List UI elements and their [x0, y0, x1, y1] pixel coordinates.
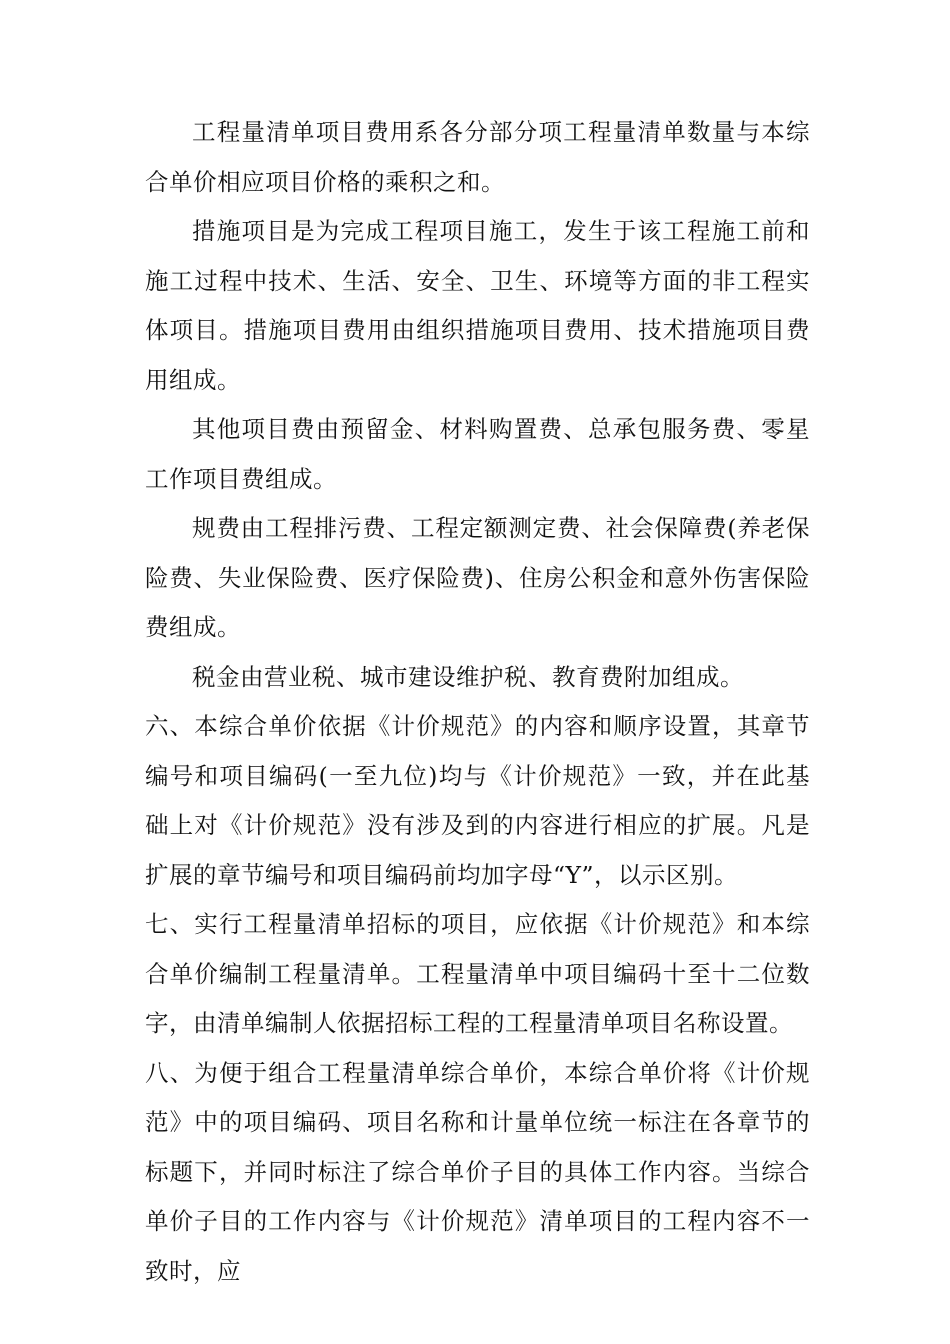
paragraph-fees: 规费由工程排污费、工程定额测定费、社会保障费(养老保险费、失业保险费、医疗保险费)、住房公积金和意外伤害保险费组成。: [145, 514, 810, 641]
paragraph-list-item-cost: 工程量清单项目费用系各分部分项工程量清单数量与本综合单价相应项目价格的乘积之和。: [145, 118, 810, 196]
paragraph-section-six: 六、本综合单价依据《计价规范》的内容和顺序设置，其章节编号和项目编码(一至九位)均与《计价规范》一致，并在此基础上对《计价规范》没有涉及到的内容进行相应的扩展。凡是扩展的章节编号和项目编码前均加字母“Y”，以示区别。: [145, 712, 810, 889]
paragraph-other-items: 其他项目费由预留金、材料购置费、总承包服务费、零星工作项目费组成。: [145, 415, 810, 493]
document-body: [145, 108, 810, 1296]
paragraph-measure-items: 措施项目是为完成工程项目施工，发生于该工程施工前和施工过程中技术、生活、安全、卫生、环境等方面的非工程实体项目。措施项目费用由组织措施项目费用、技术措施项目费用组成。: [145, 217, 810, 394]
paragraph-section-seven: 七、实行工程量清单招标的项目，应依据《计价规范》和本综合单价编制工程量清单。工程量清单中项目编码十至十二位数字，由清单编制人依据招标工程的工程量清单项目名称设置。: [145, 910, 810, 1037]
paragraph-taxes: 税金由营业税、城市建设维护税、教育费附加组成。: [192, 662, 744, 691]
paragraph-section-eight: 八、为便于组合工程量清单综合单价，本综合单价将《计价规范》中的项目编码、项目名称和计量单位统一标注在各章节的标题下，并同时标注了综合单价子目的具体工作内容。当综合单价子目的工作内容与《计价规范》清单项目的工程内容不一致时，应: [145, 1058, 810, 1285]
